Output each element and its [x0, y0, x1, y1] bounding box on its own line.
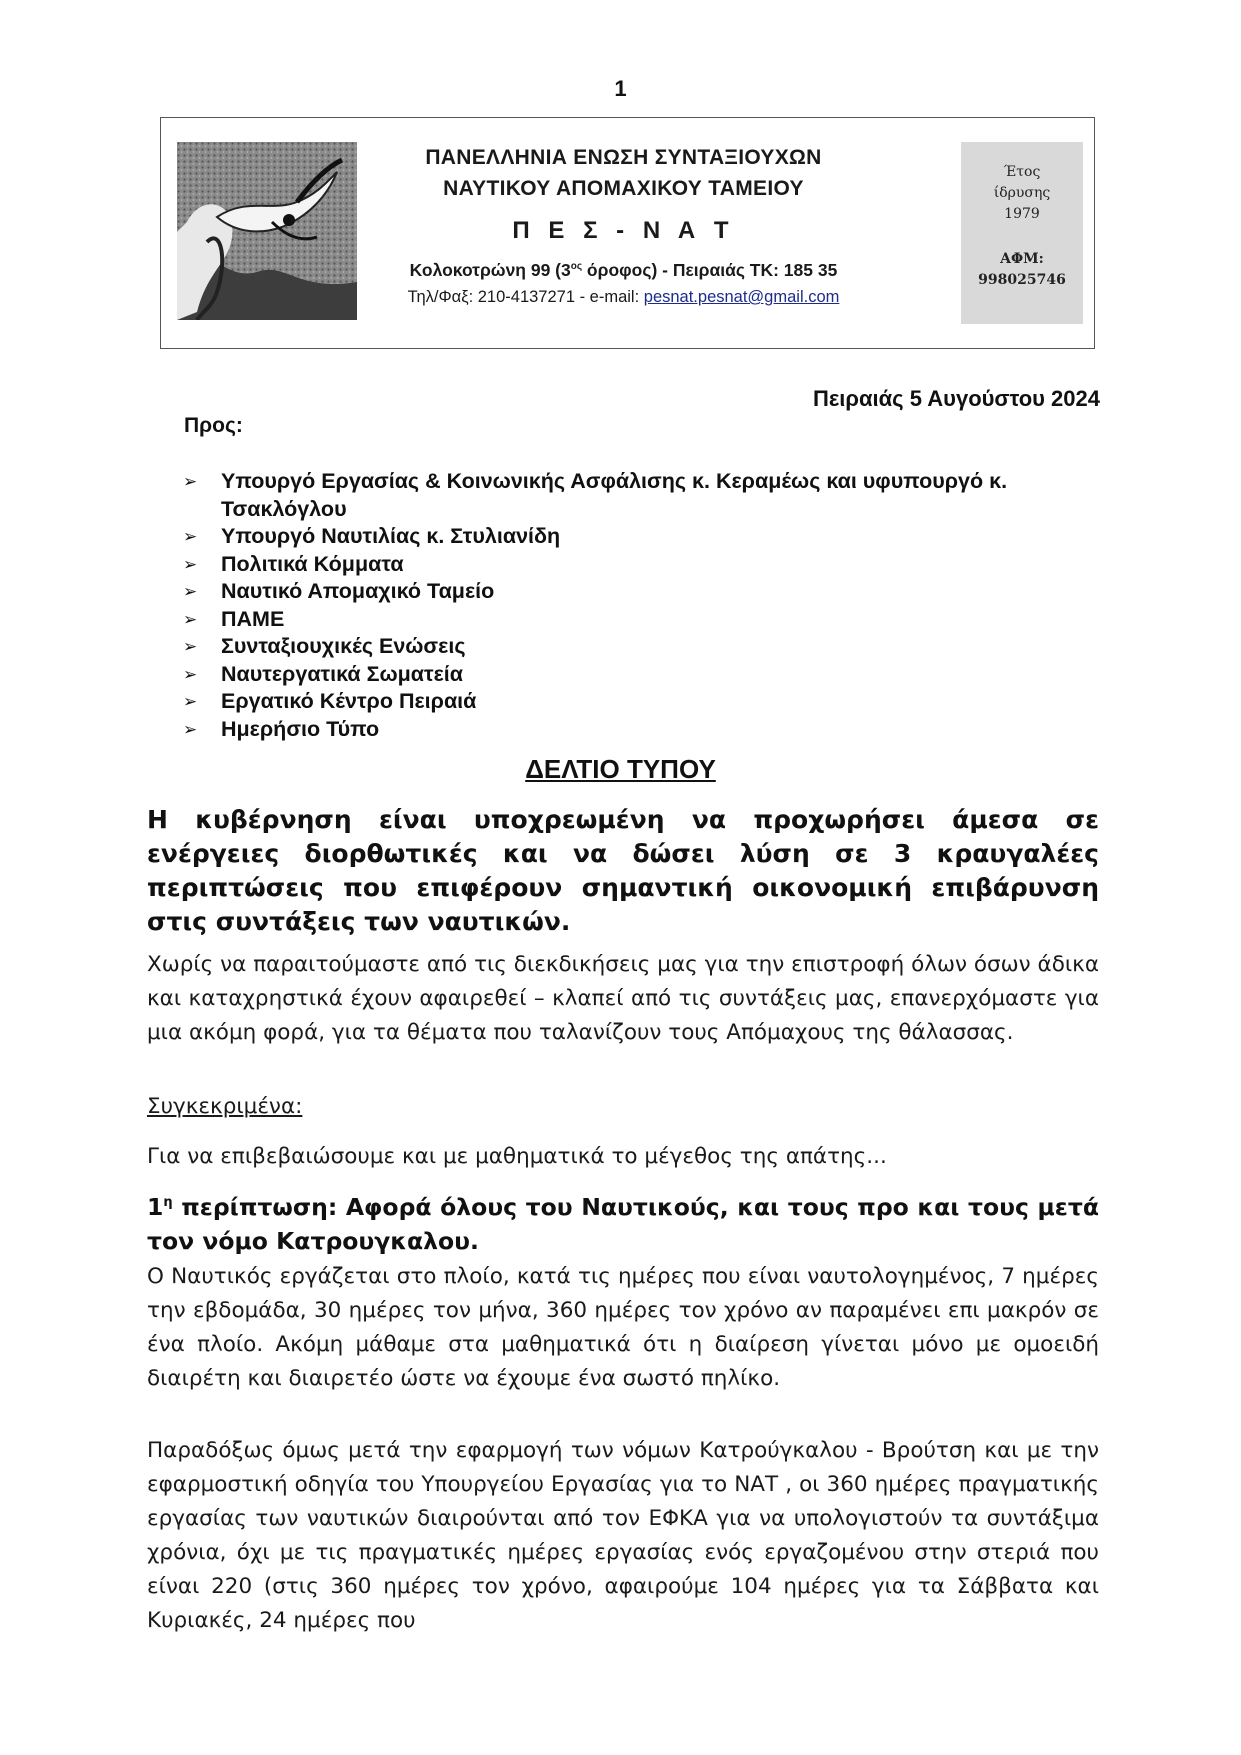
specifically-heading: [147, 1090, 1099, 1124]
list-item: [183, 688, 1099, 716]
afm-label: ΑΦΜ:: [1000, 251, 1044, 267]
arrow-bullet-icon: ➢: [183, 664, 198, 684]
list-item: [183, 606, 1099, 634]
address-start: Κολοκοτρώνη 99 (3: [409, 259, 571, 280]
recipient-text: Εργατικό Κέντρο Πειραιά: [221, 689, 477, 713]
arrow-bullet-icon: ➢: [183, 692, 198, 711]
recipient-list: [183, 468, 1099, 743]
recipient-text: Υπουργό Εργασίας & Κοινωνικής Ασφάλισης κ. Κεραμέως και υφυπουργό κ. Τσακλόγλου: [221, 469, 1008, 521]
org-address: [391, 255, 856, 282]
list-item: [183, 468, 1099, 523]
phone-fax: Τηλ/Φαξ: 210-4137271 - e-mail:: [407, 287, 644, 306]
arrow-bullet-icon: ➢: [183, 609, 198, 629]
founded-label-2: ίδρυσης: [993, 185, 1051, 201]
recipient-text: Πολιτικά Κόμματα: [221, 551, 404, 576]
list-item: [183, 523, 1099, 551]
recipient-text: Συνταξιουχικές Ενώσεις: [221, 634, 466, 658]
case-text: περίπτωση: Αφορά όλους του Ναυτικούς, και τους προ και τους μετά τον νόμο Κατρουγκαλου.: [147, 1192, 1099, 1255]
recipient-text: Ναυτικό Απομαχικό Ταμείο: [221, 579, 495, 603]
headline: Η κυβέρνηση είναι υποχρεωμένη να προχωρήσει άμεσα σε ενέργειες διορθωτικές και να δώσει λύση σε 3 κραυγαλέες περιπτώσεις που επιφέρουν σημαντική οικονομική επιβάρυνση στις συντάξεις των ναυτικών.: [147, 805, 1099, 936]
address-end: όροφος) - Πειραιάς ΤΚ: 185 35: [582, 259, 838, 280]
arrow-bullet-icon: ➢: [183, 719, 198, 739]
list-item: [183, 551, 1099, 579]
email-link[interactable]: pesnat.pesnat@gmail.com: [643, 287, 840, 306]
founded-label-1: Έτος: [1003, 164, 1041, 180]
specifically-text: Συγκεκριμένα:: [147, 1094, 303, 1119]
afm-value: 998025746: [978, 272, 1066, 288]
arrow-bullet-icon: ➢: [183, 582, 198, 601]
recipient-text: Ναυτεργατικά Σωματεία: [221, 661, 463, 686]
org-name-line1: ΠΑΝΕΛΛΗΝΙΑ ΕΝΩΣΗ ΣΥΝΤΑΞΙΟΥΧΩΝ: [425, 146, 822, 169]
case-ordinal: η: [163, 1195, 173, 1210]
list-item: [183, 716, 1099, 744]
document-title: [0, 754, 1241, 785]
to-label: Προς:: [184, 414, 243, 437]
arrow-bullet-icon: ➢: [183, 554, 198, 574]
paragraph-case1: Ο Ναυτικός εργάζεται στο πλοίο, κατά τις ημέρες που είναι ναυτολογημένος, 7 ημέρες την εβδομάδα, 30 ημέρες τον μήνα, 360 ημέρες τον χρόνο αν παραμένει επι μακρόν σε ένα πλοίο. Ακόμη μάθαμε στα μαθηματικά ότι η διαίρεση γίνεται μόνο με ομοειδή διαιρέτη και διαιρετέο ώστε να έχουμε ένα σωστό πηλίκο.: [147, 1264, 1099, 1391]
org-acronym: Π Ε Σ - Ν Α Τ: [512, 217, 735, 244]
recipient-text: Υπουργό Ναυτιλίας κ. Στυλιανίδη: [221, 524, 561, 548]
organization-info: [391, 142, 856, 310]
paragraph-intro: Χωρίς να παραιτούμαστε από τις διεκδικήσεις μας για την επιστροφή όλων όσων άδικα και καταχρηστικά έχουν αφαιρεθεί – κλαπεί από τις συντάξεις μας, επανερχόμαστε για μια ακόμη φορά, για τα θέματα που ταλανίζουν τους Απόμαχους της θάλασσας.: [147, 952, 1099, 1045]
list-item: [183, 633, 1099, 661]
title-text: ΔΕΛΤΙΟ ΤΥΠΟΥ: [525, 754, 716, 784]
arrow-bullet-icon: ➢: [183, 472, 198, 491]
recipient-text: ΠΑΜΕ: [221, 606, 285, 631]
letterhead: [160, 117, 1095, 349]
page-number: 1: [614, 76, 627, 101]
list-item: [183, 578, 1099, 606]
floor-ordinal: ος: [570, 261, 583, 272]
arrow-bullet-icon: ➢: [183, 527, 198, 546]
recipient-text: Ημερήσιο Τύπο: [221, 716, 380, 741]
arrow-bullet-icon: ➢: [183, 637, 198, 656]
org-name-line2: ΝΑΥΤΙΚΟΥ ΑΠΟΜΑΧΙΚΟΥ ΤΑΜΕΙΟΥ: [443, 177, 804, 200]
founding-info-box: [961, 142, 1083, 324]
document-date: Πειραιάς 5 Αυγούστου 2024: [812, 386, 1100, 411]
founded-year: 1979: [1004, 206, 1040, 222]
paragraph-paradox: Παραδόξως όμως μετά την εφαρμογή των νόμων Κατρούγκαλου - Βρούτση και με την εφαρμοστική οδηγία του Υπουργείου Εργασίας για το ΝΑΤ , οι 360 ημέρες πραγματικής εργασίας των ναυτικών διαιρούνται από τον ΕΦΚΑ για να υπολογιστούν τα συντάξιμα χρόνια, όχι με τις πραγματικές ημέρες εργασίας ενός εργαζομένου στην στεριά που είναι 220 (στις 360 ημέρες τον χρόνο, αφαιρούμε 104 ημέρες για τα Σάββατα και Κυριακές, 24 ημέρες που: [147, 1438, 1099, 1633]
case-1-heading: [147, 1186, 1099, 1258]
org-contact: [391, 284, 856, 310]
case-number: 1: [147, 1192, 164, 1221]
paragraph-math: Για να επιβεβαιώσουμε και με μαθηματικά το μέγεθος της απάτης...: [147, 1144, 887, 1169]
organization-logo: [177, 142, 357, 320]
list-item: [183, 661, 1099, 689]
